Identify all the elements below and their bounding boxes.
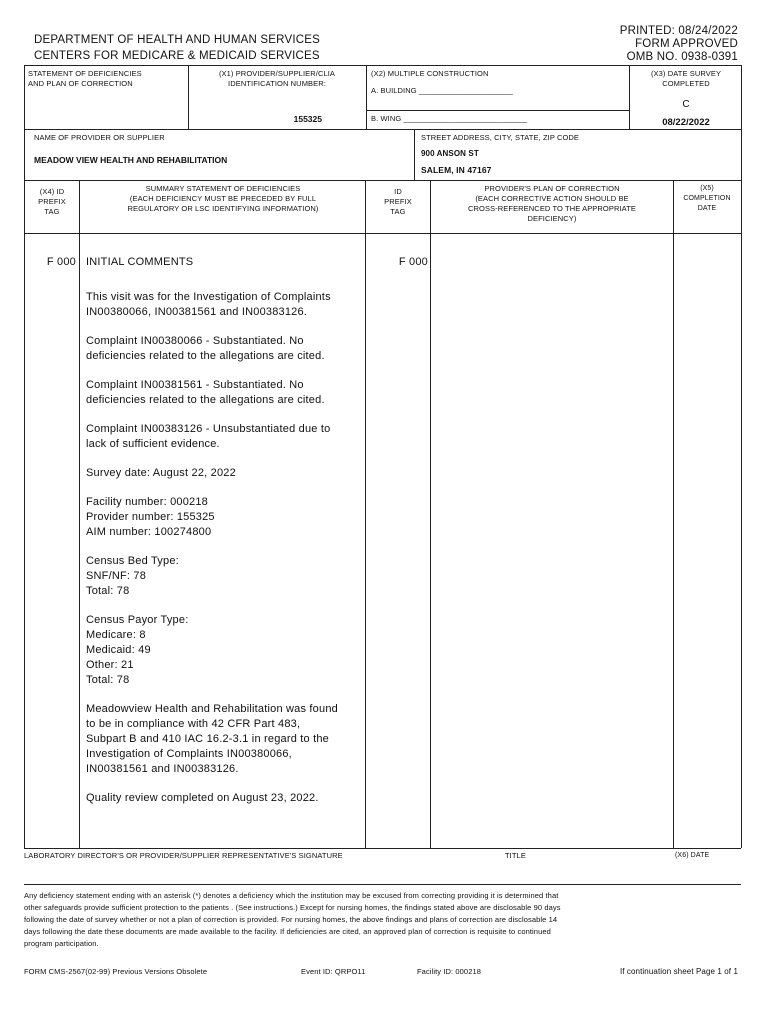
- provider-name: MEADOW VIEW HEALTH AND REHABILITATION: [34, 155, 228, 165]
- rule: [24, 129, 741, 130]
- wing-label: B. WING _____________________________: [371, 114, 528, 123]
- x4-header: (X4) ID PREFIX TAG: [38, 187, 66, 216]
- paragraph: Meadowview Health and Rehabilitation was found to be in compliance with 42 CFR Part 483, Subpart B and 410 IAC 16.2-3.1 in regard to the Investigation of Complaints IN00380066, IN00381561 and IN00383126.: [86, 703, 338, 775]
- building-label: A. BUILDING ______________________: [371, 86, 513, 95]
- address-label: STREET ADDRESS, CITY, STATE, ZIP CODE: [421, 133, 580, 142]
- paragraph: Quality review completed on August 23, 2022.: [86, 792, 319, 804]
- page-indicator: If continuation sheet Page 1 of 1: [619, 967, 738, 976]
- tag-left: F 000: [46, 256, 76, 268]
- rule: [24, 180, 741, 181]
- disclaimer: Any deficiency statement ending with an asterisk (*) denotes a deficiency which the institution may be excused from correcting providing it is determined that other safeguards provide sufficient protection to the patients . (See instructions.) Except for nursing homes, the findings stated above are disclosable 90 days following the date of survey whether or not a plan of correction is provided. For nursing homes, the above findings and plans of correction are disclosable 14 days following the date these documents are made available to the facility. If deficiencies are cited, an approved plan of correction is requisite to continued program participation.: [24, 891, 561, 948]
- rule: [24, 884, 741, 885]
- rule: [24, 65, 25, 848]
- statement-label: STATEMENT OF DEFICIENCIES AND PLAN OF CORRECTION: [28, 69, 142, 88]
- rule: [366, 110, 629, 111]
- entry-body: [86, 290, 362, 820]
- provider-number: 155325: [293, 114, 322, 124]
- paragraph: Complaint IN00381561 - Substantiated. No deficiencies related to the allegations are cited.: [86, 379, 325, 406]
- title-label: TITLE: [505, 851, 526, 860]
- form-approved: FORM APPROVED: [635, 38, 738, 50]
- paragraph: This visit was for the Investigation of Complaints IN00380066, IN00381561 and IN00383126.: [86, 291, 331, 318]
- paragraph: Complaint IN00380066 - Substantiated. No deficiencies related to the allegations are cited.: [86, 335, 325, 362]
- agency-title: CENTERS FOR MEDICARE & MEDICAID SERVICES: [34, 50, 320, 62]
- rule: [629, 65, 630, 130]
- paragraph: Census Payor Type: Medicare: 8 Medicaid: 49 Other: 21 Total: 78: [86, 614, 189, 686]
- x5-header: (X5) COMPLETION DATE: [683, 185, 731, 212]
- provider-name-label: NAME OF PROVIDER OR SUPPLIER: [34, 133, 165, 142]
- rule: [365, 180, 366, 848]
- department-title: DEPARTMENT OF HEALTH AND HUMAN SERVICES: [34, 34, 320, 46]
- form-number: FORM CMS-2567(02-99) Previous Versions Obsolete: [24, 967, 208, 976]
- tag-right: F 000: [398, 256, 428, 268]
- paragraph: Survey date: August 22, 2022: [86, 467, 236, 479]
- paragraph: Complaint IN00383126 - Unsubstantiated due to lack of sufficient evidence.: [86, 423, 331, 450]
- summary-header: SUMMARY STATEMENT OF DEFICIENCIES (EACH DEFICIENCY MUST BE PRECEDED BY FULL REGULATORY OR LSC IDENTIFYING INFORMATION): [127, 184, 319, 213]
- survey-code: C: [682, 99, 690, 110]
- event-id: Event ID: QRPO11: [301, 967, 366, 976]
- x2-label: (X2) MULTIPLE CONSTRUCTION: [371, 69, 489, 78]
- rule: [741, 65, 742, 848]
- address-city: SALEM, IN 47167: [421, 165, 492, 175]
- entry-title: INITIAL COMMENTS: [86, 256, 194, 268]
- facility-id: Facility ID: 000218: [417, 967, 482, 976]
- rule: [24, 848, 741, 849]
- x1-label: (X1) PROVIDER/SUPPLIER/CLIA IDENTIFICATION NUMBER:: [218, 69, 336, 88]
- paragraph: Census Bed Type: SNF/NF: 78 Total: 78: [86, 555, 179, 597]
- rule: [188, 65, 189, 130]
- rule: [24, 233, 741, 234]
- plan-header: PROVIDER'S PLAN OF CORRECTION (EACH CORRECTIVE ACTION SHOULD BE CROSS-REFERENCED TO THE APPROPRIATE DEFICIENCY): [468, 184, 636, 223]
- signature-label: LABORATORY DIRECTOR'S OR PROVIDER/SUPPLIER REPRESENTATIVE'S SIGNATURE: [24, 851, 343, 860]
- rule: [673, 180, 674, 848]
- address-street: 900 ANSON ST: [421, 149, 479, 158]
- rule: [79, 180, 80, 848]
- date-label: (X6) DATE: [675, 852, 710, 859]
- rule: [366, 65, 367, 130]
- rule: [24, 65, 741, 66]
- paragraph: Facility number: 000218 Provider number: 155325 AIM number: 100274800: [86, 496, 215, 538]
- id-header: ID PREFIX TAG: [384, 187, 412, 216]
- rule: [430, 180, 431, 848]
- omb-number: OMB NO. 0938-0391: [626, 51, 738, 63]
- printed-date: PRINTED: 08/24/2022: [619, 25, 738, 37]
- x3-label: (X3) DATE SURVEY COMPLETED: [650, 69, 722, 88]
- survey-date: 08/22/2022: [662, 117, 710, 128]
- rule: [414, 129, 415, 181]
